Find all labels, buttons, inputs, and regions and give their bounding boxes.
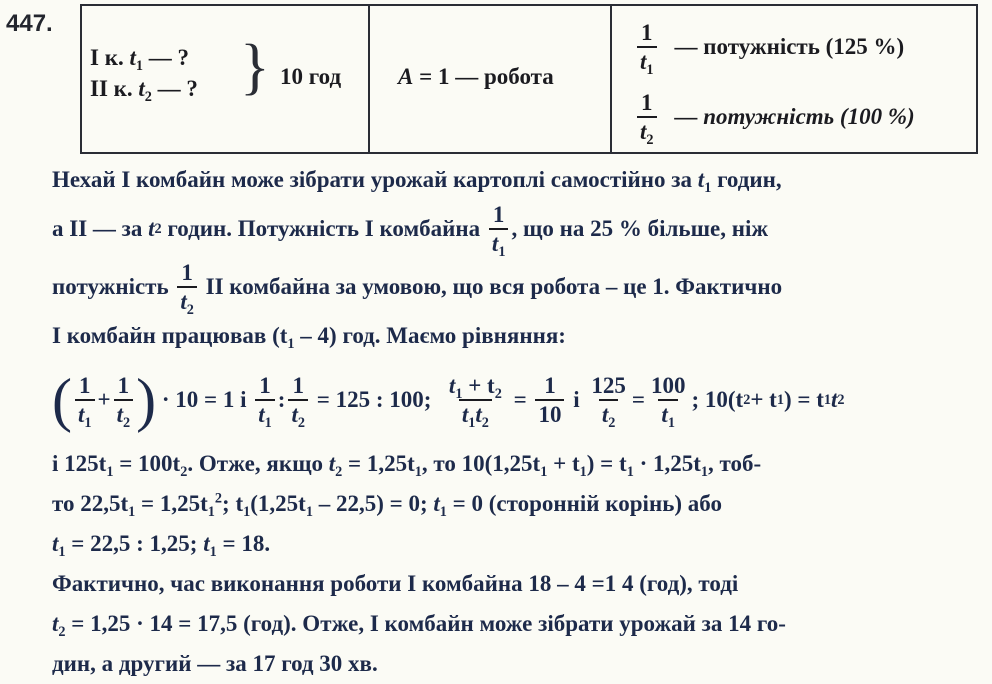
fraction: $\frac{125}{t_2}$ xyxy=(591,373,626,431)
total-time: 10 год xyxy=(280,64,342,89)
solution-line: Фактично, час виконання роботи І комбайна 18 – 4 =1 4 (год), тоді xyxy=(52,571,739,596)
equation-line: ( $\frac{1}{t_1}$ + $\frac{1}{t_2}$ ) · 10 = 1 і $\frac{1}{t_1}$ : $\frac{1}{t_2}$ = 125 : 100; $\frac{t_1 + t_2}{t_1t_2}$ = $\frac{1}{10}$ і $\frac{125}{t_2}$ = $\frac{100}{t_1}$ ; 10(t 2 + t 1 ) = t 1 t 2 xyxy=(52,367,845,433)
power-row-2: $\frac{1}{t_2}$ — потужність (100 %) xyxy=(634,82,974,152)
work-definition: A = 1 — робота xyxy=(398,64,554,89)
power-row-1: $\frac{1}{t_1}$ — потужність (125 %) xyxy=(634,12,974,82)
given-table xyxy=(80,4,978,154)
solution-line: Нехай І комбайн може зібрати урожай картоплі самостійно за $t_1$ годин, xyxy=(52,167,782,196)
problem-number: 447. xyxy=(6,10,53,37)
given-unknowns: І к. $t_1$ — ? ІІ к. $t_2$ — ? xyxy=(90,45,198,105)
solution-line: потужність $\frac{1}{t_2}$ ІІ комбайна за умовою, що вся робота – це 1. Фактично xyxy=(52,260,783,318)
fraction: $\frac{1}{t_2}$ xyxy=(637,91,657,143)
curly-brace: } xyxy=(240,33,270,101)
solution-line: $t_1 = 22,5$ : 1,25; $t_1 = 18$. xyxy=(52,531,271,560)
fraction: $\frac{1}{t_1}$ xyxy=(255,374,275,426)
fraction: $\frac{1}{t_1}$ xyxy=(489,203,509,255)
fraction: $\frac{1}{t_1}$ xyxy=(637,21,657,73)
fraction: $\frac{1}{t_1}$ xyxy=(75,374,95,426)
power-definitions xyxy=(634,12,974,152)
fraction: $\frac{1}{t_2}$ xyxy=(114,374,134,426)
fraction: $\frac{1}{t_2}$ xyxy=(177,261,197,313)
solution-line: дин, а другий — за 17 год 30 хв. xyxy=(52,651,378,676)
fraction: $\frac{t_1 + t_2}{t_1t_2}$ xyxy=(448,373,502,431)
solution-line: $t_2 = 1,25 \cdot 14 = 17,5$ (год). Отже, І комбайн може зібрати урожай за 14 го- xyxy=(52,611,786,640)
solution-line: а ІІ — за t 2 годин. Потужність І комбайна $\frac{1}{t_1}$ , що на 25 % більше, ніж xyxy=(52,202,769,260)
table-divider xyxy=(610,6,612,152)
fraction: $\frac{100}{t_1}$ xyxy=(650,373,686,431)
fraction: $\frac{1}{10}$ xyxy=(535,374,564,426)
solution-line: то $22,5t_1 = 1,25t_1^2$; $t_1(1,25t_1 - 22,5) = 0$; $t_1 = 0$ (сторонній корінь) або xyxy=(52,490,722,520)
solution-line: і $125t_1 = 100t_2$. Отже, якщо $t_2 = 1,25t_1$, то $10(1,25t_1 + t_1) = t_1 \cdot 1,25t_1$, тоб- xyxy=(52,451,762,480)
solution-text xyxy=(52,160,986,684)
table-divider xyxy=(368,6,370,152)
fraction: $\frac{1}{t_2}$ xyxy=(288,374,308,426)
solution-line: І комбайн працював $(t_1 - 4)$ год. Маємо рівняння: xyxy=(52,323,566,352)
